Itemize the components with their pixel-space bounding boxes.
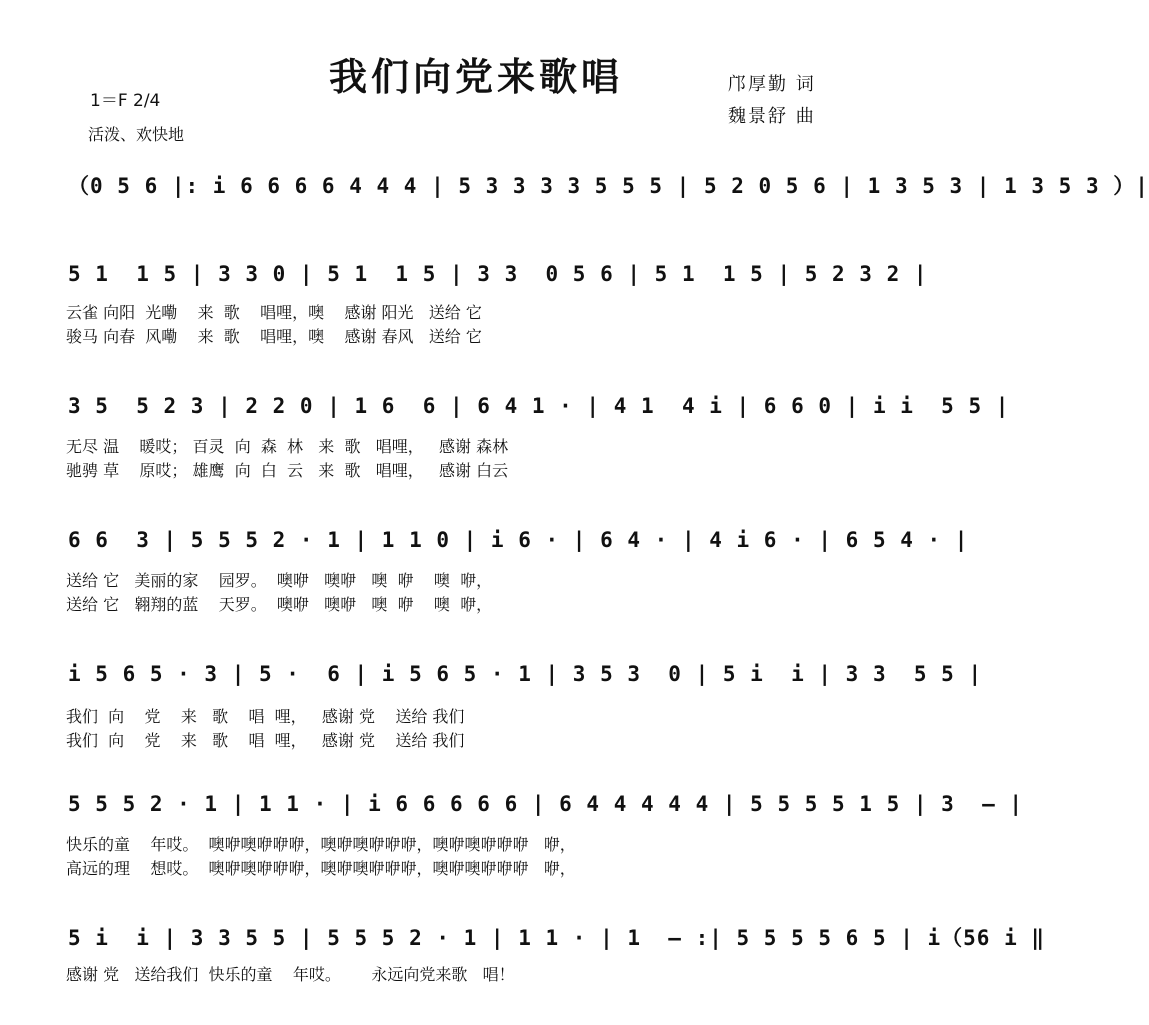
tempo-marking: 活泼、欢快地 (88, 125, 185, 144)
lyric-line: 云雀 向阳 光嘞 来 歌 唱哩，噢 感谢 阳光 送给 它 (66, 303, 482, 322)
composer-credit: 魏景舒 曲 (728, 106, 816, 127)
notation-row: 6 6 3 | 5 5 5 2 · 1 | 1 1 0 | i 6 · | 6 4 · | 4 i 6 · | 6 5 4 · | (68, 528, 969, 552)
notation-row: 5 1 1 5 | 3 3 0 | 5 1 1 5 | 3 3 0 5 6 | 5 1 1 5 | 5 2 3 2 | (68, 262, 928, 286)
notation-row: 5 i i | 3 3 5 5 | 5 5 5 2 · 1 | 1 1 · | 1 — :| 5 5 5 5 6 5 | i（56 i ‖ (68, 926, 1046, 950)
lyricist-credit: 邝厚勤 词 (728, 74, 816, 95)
lyric-line: 驰骋 草 原哎； 雄鹰 向 白 云 来 歌 唱哩， 感谢 白云 (66, 461, 509, 480)
lyric-line: 送给 它 美丽的家 园罗。 噢咿 噢咿 噢 咿 噢 咿， (66, 571, 493, 590)
lyric-line: 无尽 温 暖哎； 百灵 向 森 林 来 歌 唱哩， 感谢 森林 (66, 437, 509, 456)
lyric-line: 我们 向 党 来 歌 唱 哩， 感谢 党 送给 我们 (66, 707, 465, 726)
lyric-line: 感谢 党 送给我们 快乐的童 年哎。 永远向党来歌 唱！ (66, 965, 515, 984)
lyric-line: 高远的理 想哎。 噢咿噢咿咿咿，噢咿噢咿咿咿，噢咿噢咿咿咿 咿， (66, 859, 576, 878)
page-title: 我们向党来歌唱 (328, 55, 623, 99)
notation-row: （0 5 6 |: i 6 6 6 6 4 4 4 | 5 3 3 3 3 5 5 5 | 5 2 0 5 6 | 1 3 5 3 | 1 3 5 3 ）| (68, 174, 1149, 198)
lyric-line: 快乐的童 年哎。 噢咿噢咿咿咿，噢咿噢咿咿咿，噢咿噢咿咿咿 咿， (66, 835, 576, 854)
lyric-line: 送给 它 翱翔的蓝 天罗。 噢咿 噢咿 噢 咿 噢 咿， (66, 595, 493, 614)
notation-row: i 5 6 5 · 3 | 5 · 6 | i 5 6 5 · 1 | 3 5 3 0 | 5 i i | 3 3 5 5 | (68, 662, 983, 686)
notation-row: 3 5 5 2 3 | 2 2 0 | 1 6 6 | 6 4 1 · | 4 1 4 i | 6 6 0 | i i 5 5 | (68, 394, 1010, 418)
key-signature: 1＝F 2/4 (90, 91, 161, 111)
lyric-line: 骏马 向春 风嘞 来 歌 唱哩，噢 感谢 春风 送给 它 (66, 327, 482, 346)
lyric-line: 我们 向 党 来 歌 唱 哩， 感谢 党 送给 我们 (66, 731, 465, 750)
notation-row: 5 5 5 2 · 1 | 1 1 · | i 6 6 6 6 6 | 6 4 4 4 4 4 | 5 5 5 5 1 5 | 3 — | (68, 792, 1024, 816)
